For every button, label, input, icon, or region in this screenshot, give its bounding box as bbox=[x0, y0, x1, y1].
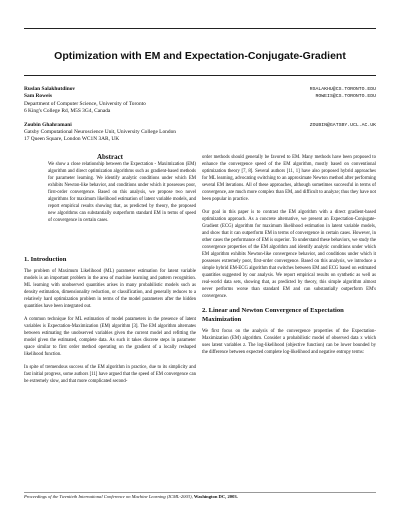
author-email-1: RSALAKHU@CS.TORONTO.EDU bbox=[309, 87, 376, 92]
author-name-2: Sam Roweis bbox=[24, 93, 53, 99]
section-heading-2: 2. Linear and Newton Convergence of Expectation Maximization bbox=[202, 307, 344, 323]
abstract-body bbox=[48, 161, 196, 230]
title-rule-top bbox=[24, 28, 376, 29]
affiliation-1-line-2: 6 King's College Rd, M5S 3G4, Canada bbox=[24, 108, 111, 114]
title-rule-bottom bbox=[24, 75, 376, 76]
right-column bbox=[202, 154, 376, 362]
author-name-3: Zoubin Ghahramani bbox=[24, 122, 72, 128]
paper-title: Optimization with EM and Expectation-Conjugate-Gradient bbox=[54, 50, 346, 62]
left-column bbox=[24, 252, 196, 391]
affiliation-2-line-2: 17 Queen Square, London WC1N 3AR, UK bbox=[24, 136, 120, 142]
footer-proceedings: Proceedings of the Twentieth International Conference on Machine Learning (ICML-2003), Washington DC, 2003. bbox=[24, 494, 238, 499]
footer-rule bbox=[24, 492, 376, 493]
intro-paragraph-2: A common technique for ML estimation of model parameters in the presence of latent variables is Expectation-Maximization (EM) algorithm [3]. The EM algorithm alternates between estimating the unobserved variables given the current model and refitting the model given the estimated, complete data. As such it takes discrete steps in parameter space similar to first order method operating on the gradient of a locally reshaped likelihood function. bbox=[24, 317, 196, 357]
abstract-heading: Abstract bbox=[96, 153, 124, 161]
author-name-1: Ruslan Salakhutdinov bbox=[24, 86, 76, 92]
section-heading-introduction: 1. Introduction bbox=[24, 256, 67, 263]
intro-paragraph-5: Our goal in this paper is to contrast the EM algorithm with a direct gradient-based optimization approach. As a concrete alternative, we present an Expectation-Conjugate-Gradient (ECG) algorithm for maximum likelihood estimation in latent variable models, and show that it can outperform EM in terms of convergence in certain cases. However, in other cases the performance of EM is superior. To understand these behaviors, we study the convergence properties of the EM algorithm and identify analytic conditions under which EM algorithm exhibits Newton-like convergence behavior, and conditions under which it possesses extremely poor, first-order convergence. Based on this analysis, we introduce a simple hybrid EM-ECG algorithm that switches between EM and ECG based on estimated quantities suggested by our analysis. We report empirical results on synthetic as well as real-world data sets, showing that, as predicted by theory, this simple algorithm almost never performs worse than standard EM and can substantially outperform EM's convergence. bbox=[202, 210, 376, 299]
section-2-paragraph-1: We first focus on the analysis of the convergence properties of the Expectation-Maximization (EM) algorithm. Consider a probabilistic model of observed data x which uses latent variables z. The log-likelihood (objective function) can be lower bounded by the difference between expected complete log-likelihood and negative entropy terms: bbox=[202, 329, 376, 355]
intro-paragraph-4: order methods should generally be favored to EM. Many methods have been proposed to enhance the convergence speed of the EM algorithm, mostly based on conventional optimization theory [7, 8]. Several authors [11, 1] have also proposed hybrid approaches for ML learning, advocating switching to an approximate Newton method after performing several EM iterations. All of these approaches, although sometimes successful in terms of convergence, are much more complex than EM, and difficult to analyze; thus they have not been popular in practice. bbox=[202, 155, 376, 202]
author-email-2: ROWEIS@CS.TORONTO.EDU bbox=[315, 94, 376, 99]
abstract-text: We show a close relationship between the Expectation - Maximization (EM) algorithm and direct optimization algorithms such as gradient-based methods for parameter learning. We identify analytic conditions under which EM exhibits Newton-like behavior, and conditions under which it possesses poor, first-order convergence. Based on this analysis, we propose two novel algorithms for maximum likelihood estimation of latent variable models, and report empirical results showing that, as predicted by theory, the proposed new algorithms can substantially outperform standard EM in terms of speed of convergence in certain cases. bbox=[48, 162, 196, 223]
intro-paragraph-3: In spite of tremendous success of the EM algorithm in practice, due to its simplicity and fast initial progress, some authors [11] have argued that the speed of EM convergence can be extremely slow, and that more complicated second- bbox=[24, 365, 196, 384]
author-email-3: ZOUBIN@GATSBY.UCL.AC.UK bbox=[309, 123, 376, 128]
intro-paragraph-1: The problem of Maximum Likelihood (ML) parameter estimation for latent variable models is an important problem in the area of machine learning and pattern recognition. ML learning with unobserved quantities arises in many probabilistic models such as density estimation, dimensionality reduction, or classification, and generally reduces to a relatively hard optimization problem in terms of the model parameters after the hidden quantities have been integrated out. bbox=[24, 269, 196, 309]
affiliation-2-line-1: Gatsby Computational Neuroscience Unit, University College London bbox=[24, 129, 176, 135]
affiliation-1-line-1: Department of Computer Science, University of Toronto bbox=[24, 101, 146, 107]
